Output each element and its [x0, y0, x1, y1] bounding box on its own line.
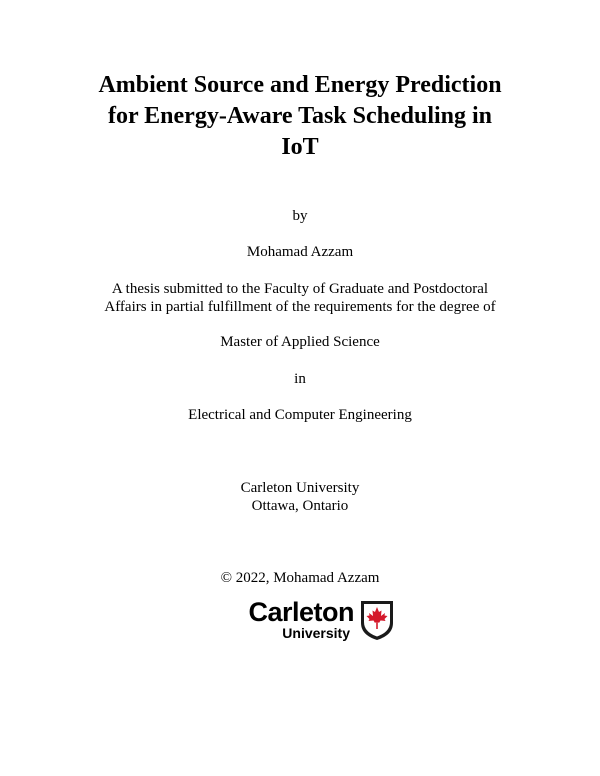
in-label: in [294, 371, 306, 387]
by-label: by [292, 208, 308, 224]
logo-subtitle: University [282, 625, 350, 641]
logo-wordmark: Carleton [248, 597, 354, 627]
degree-name: Master of Applied Science [220, 334, 380, 350]
university-name: Carleton University [240, 480, 360, 496]
author-name: Mohamad Azzam [246, 244, 354, 260]
thesis-title-line-2: for Energy-Aware Task Scheduling in [107, 103, 493, 129]
thesis-title [0, 70, 600, 163]
submission-statement-line-1: A thesis submitted to the Faculty of Graduate and Postdoctoral [111, 281, 489, 297]
field-of-study: Electrical and Computer Engineering [188, 407, 412, 423]
thesis-title-line-1: Ambient Source and Energy Prediction [98, 72, 502, 98]
copyright-notice: © 2022, Mohamad Azzam [220, 570, 380, 586]
university-location: Ottawa, Ontario [251, 498, 349, 514]
thesis-title-line-3: IoT [281, 134, 319, 160]
submission-statement [0, 280, 600, 316]
maple-leaf-shield-icon [360, 599, 394, 641]
submission-statement-line-2: Affairs in partial fulfillment of the requirements for the degree of [104, 299, 496, 315]
carleton-university-logo [240, 597, 400, 645]
